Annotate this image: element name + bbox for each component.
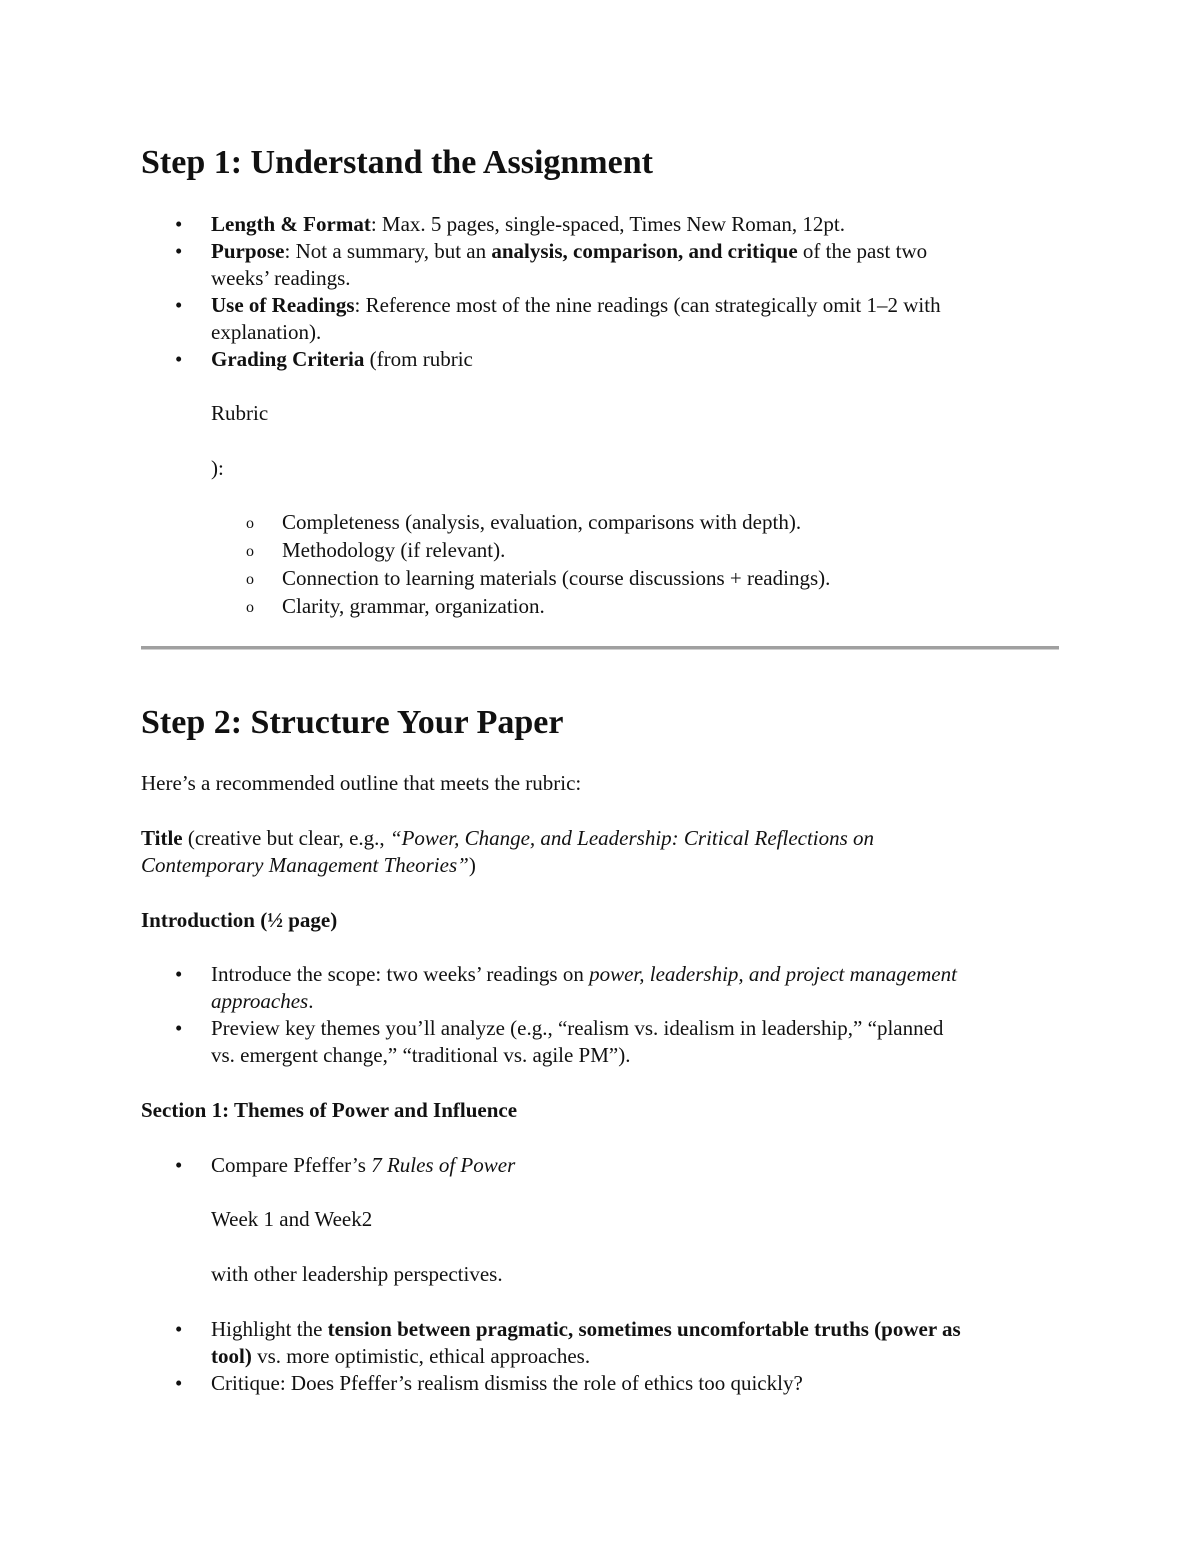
bullet-icon: • (175, 1371, 183, 1395)
list-item: Length & Format: Max. 5 pages, single-spaced, Times New Roman, 12pt. (211, 212, 846, 236)
criteria-item: Methodology (if relevant). (282, 538, 506, 562)
circle-bullet-icon: o (246, 543, 254, 560)
criteria-item: Clarity, grammar, organization. (282, 594, 545, 618)
list-item: Purpose: Not a summary, but an analysis, comparison, and critique of the past two weeks’ readings. (211, 239, 928, 290)
bullet-icon: • (175, 212, 183, 236)
criteria-item: Completeness (analysis, evaluation, comparisons with depth). (282, 510, 802, 534)
circle-bullet-icon: o (246, 515, 254, 532)
bullet-icon: • (175, 1317, 183, 1341)
weeks-link[interactable]: Week 1 and Week2 (211, 1207, 373, 1231)
list-item: Compare Pfeffer’s 7 Rules of Power (211, 1153, 516, 1177)
rubric-close: ): (211, 456, 224, 480)
title-paragraph: Title (creative but clear, e.g., “Power, Change, and Leadership: Critical Reflections on Contemporary Management Theories”) (141, 826, 875, 877)
step1-heading: Step 1: Understand the Assignment (141, 144, 653, 181)
intro-paragraph: Here’s a recommended outline that meets the rubric: (141, 771, 582, 795)
list-item: Use of Readings: Reference most of the nine readings (can strategically omit 1–2 with explanation). (211, 293, 941, 344)
circle-bullet-icon: o (246, 571, 254, 588)
criteria-item: Connection to learning materials (course discussions + readings). (282, 566, 831, 590)
circle-bullet-icon: o (246, 599, 254, 616)
list-item: Grading Criteria (from rubric (211, 347, 473, 371)
list-item: Critique: Does Pfeffer’s realism dismiss the role of ethics too quickly? (211, 1371, 803, 1395)
bullet-icon: • (175, 347, 183, 371)
bullet-icon: • (175, 1016, 183, 1040)
step2-heading: Step 2: Structure Your Paper (141, 704, 564, 741)
introduction-heading: Introduction (½ page) (141, 908, 338, 932)
section1-heading: Section 1: Themes of Power and Influence (141, 1098, 518, 1122)
bullet-icon: • (175, 962, 183, 986)
list-item: Introduce the scope: two weeks’ readings on power, leadership, and project management approaches. (211, 962, 957, 1013)
list-item: Preview key themes you’ll analyze (e.g., “realism vs. idealism in leadership,” “planned vs. emergent change,” “traditional vs. agile PM”). (211, 1016, 944, 1067)
horizontal-divider (141, 646, 1059, 650)
list-item: Highlight the tension between pragmatic, sometimes uncomfortable truths (power as tool) vs. more optimistic, ethical approaches. (211, 1317, 961, 1368)
bullet-icon: • (175, 1153, 183, 1177)
list-item-continuation: with other leadership perspectives. (211, 1262, 503, 1286)
bullet-icon: • (175, 293, 183, 317)
rubric-link[interactable]: Rubric (211, 401, 269, 425)
bullet-icon: • (175, 239, 183, 263)
